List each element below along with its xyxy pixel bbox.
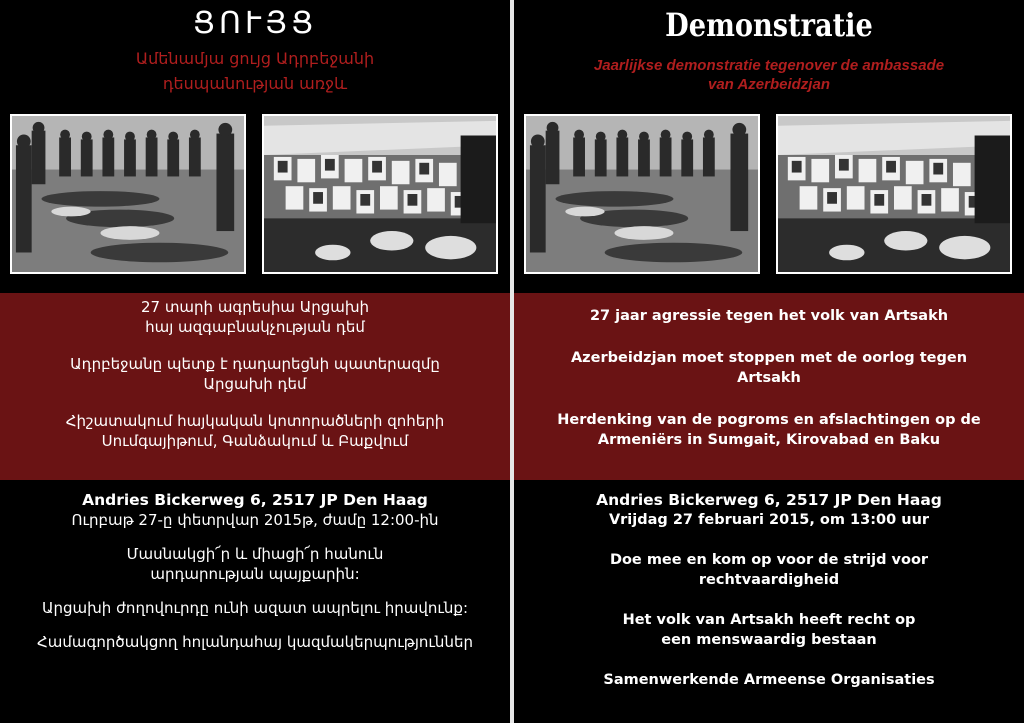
call-line: Doe mee en kom op voor de strijd voor [609, 552, 929, 568]
band-line: Azerbeidzjan moet stoppen met de oorlog tegen [570, 350, 968, 366]
band-line: Artsakh [737, 370, 801, 386]
call-line: Het volk van Artsakh heeft recht op [622, 612, 916, 628]
organizer-line: Համագործակցող հոլանդահայ կազմակերպություններ [37, 633, 473, 651]
band-text [522, 306, 1016, 450]
subtitle-line: Ամենամյա ցույց Ադրբեջանի [135, 49, 375, 68]
band-line: 27 տարի ագրեսիա Արցախի [140, 298, 370, 316]
call-line: Արցախի ժողովուրդը ունի ազատ ապրելու իրավունք: [41, 599, 469, 617]
poster-title: ՑՈՒՅՑ [192, 6, 318, 41]
band-text [8, 297, 502, 451]
subtitle-line: դեսպանության առջև [162, 74, 348, 93]
call-line: rechtvaardigheid [698, 572, 840, 588]
band-line: Armeniërs in Sumgait, Kirovabad en Baku [597, 432, 941, 448]
dutch-poster [514, 0, 1024, 723]
event-address: Andries Bickerweg 6, 2517 JP Den Haag [82, 491, 428, 509]
band-line: Ադրբեջանը պետք է դադարեցնի պատերազմը [70, 355, 440, 373]
poster-title: Demonstratie [665, 6, 873, 44]
poster-subtitle [10, 46, 500, 96]
band-line: Herdenking van de pogroms en afslachtingen op de [557, 412, 981, 428]
event-date: Ուրբաթ 27-ը փետրվար 2015թ, ժամը 12:00-ին [71, 511, 439, 529]
event-address: Andries Bickerweg 6, 2517 JP Den Haag [596, 491, 942, 509]
event-details [6, 490, 504, 652]
poster-subtitle [524, 56, 1014, 94]
band-line: Արցախի դեմ [203, 375, 307, 393]
photo-memorial [262, 114, 498, 274]
photo-victims [524, 114, 760, 274]
call-line: արդարության պայքարին: [150, 565, 360, 583]
call-line: een menswaardig bestaan [661, 632, 877, 648]
band-line: Հիշատակում հայկական կոտորածների զոհերի [65, 412, 445, 430]
photo-victims [10, 114, 246, 274]
event-date: Vrijdag 27 februari 2015, om 13:00 uur [608, 512, 930, 528]
armenian-poster [0, 0, 510, 723]
band-line: 27 jaar agressie tegen het volk van Artsakh [589, 308, 949, 324]
band-line: հայ ազգաբնակչության դեմ [145, 318, 365, 336]
photo-memorial [776, 114, 1012, 274]
message-band [514, 293, 1024, 480]
organizer-line: Samenwerkende Armeense Organisaties [603, 672, 935, 688]
message-band [0, 293, 510, 480]
subtitle-line: Jaarlijkse demonstratie tegenover de ambassade [593, 57, 945, 74]
call-line: Մասնակցի՜ր և միացի՜ր հանուն [126, 545, 384, 563]
event-details [520, 490, 1018, 690]
band-line: Սումգայիթում, Գանձակում և Բաքվում [101, 432, 409, 450]
subtitle-line: van Azerbeidzjan [708, 76, 830, 93]
